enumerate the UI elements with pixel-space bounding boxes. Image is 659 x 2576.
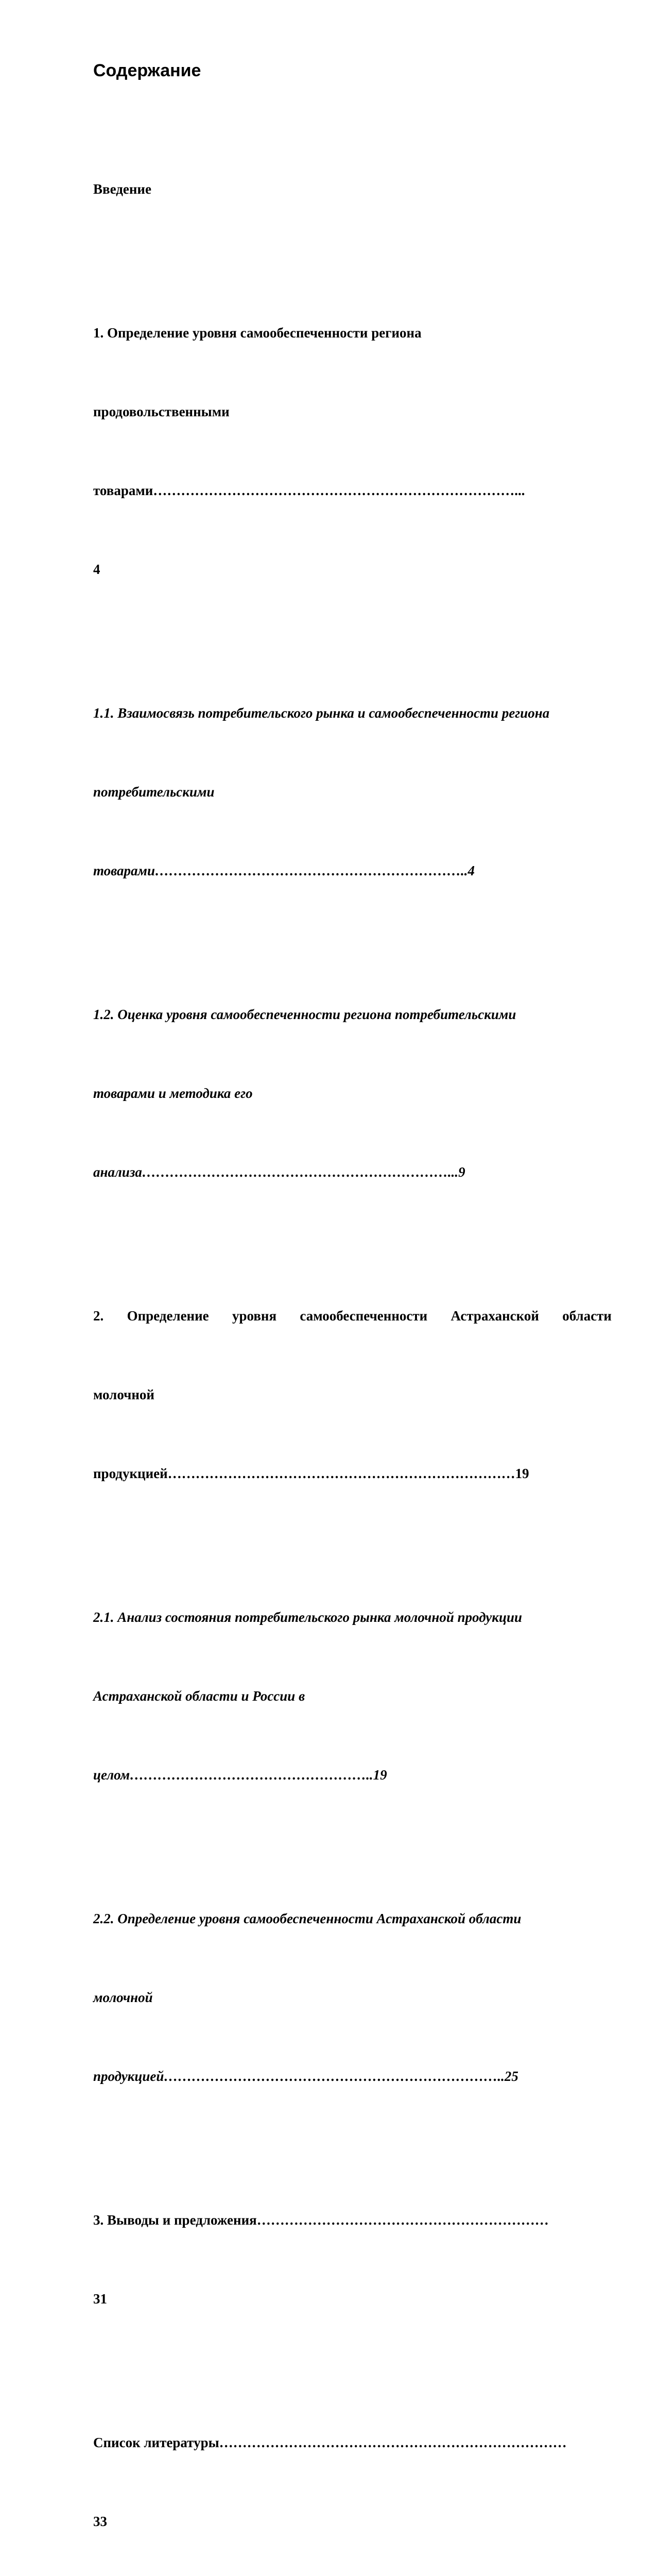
toc-line: 2. Определение уровня самообеспеченности Астраханской области	[93, 1308, 612, 1324]
toc-line: молочной	[93, 1990, 153, 2005]
toc-line: Введение	[93, 181, 151, 197]
toc-entry-introduction	[93, 124, 612, 255]
toc-line: 2.1. Анализ состояния потребительского рынка молочной продукции	[93, 1609, 523, 1625]
toc-entry-section-2-2	[93, 1853, 612, 2142]
toc-line: целом……………………………………………..19	[93, 1767, 387, 1783]
toc-entry-chapter-2	[93, 1250, 612, 1539]
toc-line: товарами и методика его	[93, 1086, 253, 1101]
toc-entry-chapter-3	[93, 2155, 612, 2365]
toc-entry-section-1-2	[93, 949, 612, 1238]
toc-page-number: 4	[93, 562, 100, 577]
toc-entry-section-2-1	[93, 1552, 612, 1841]
toc-entry-chapter-1	[93, 267, 612, 635]
toc-line: товарами…………………………………………………………..4	[93, 863, 475, 878]
toc-line: 1. Определение уровня самообеспеченности региона	[93, 325, 422, 341]
toc-line: молочной	[93, 1387, 154, 1402]
toc-line: Список литературы…………………………………………………………………	[93, 2435, 567, 2450]
toc-entry-section-1-1	[93, 648, 612, 937]
toc-line: 1.2. Оценка уровня самообеспеченности региона потребительскими	[93, 1007, 516, 1022]
toc-line: 2.2. Определение уровня самообеспеченности Астраханской области	[93, 1911, 522, 1926]
toc-line: потребительскими	[93, 784, 215, 800]
toc-line: продовольственными	[93, 404, 230, 419]
toc-line: продукцией………………………………………………………………..25	[93, 2069, 518, 2084]
toc-line: товарами……………………………………………………………………...	[93, 483, 525, 498]
toc-line: 1.1. Взаимосвязь потребительского рынка и самообеспеченности региона	[93, 705, 550, 721]
toc-line: анализа…………………………………………………………...9	[93, 1164, 465, 1180]
toc-line: Астраханской области и России в	[93, 1688, 305, 1704]
toc-line: 3. Выводы и предложения………………………………………………………	[93, 2212, 549, 2228]
toc-entry-bibliography	[93, 2377, 612, 2576]
toc-page-number: 31	[93, 2291, 107, 2307]
toc-page-number: 33	[93, 2514, 107, 2529]
page-title: Содержание	[93, 61, 201, 80]
table-of-contents	[93, 124, 612, 2576]
toc-line: продукцией…………………………………………………………………19	[93, 1466, 529, 1481]
